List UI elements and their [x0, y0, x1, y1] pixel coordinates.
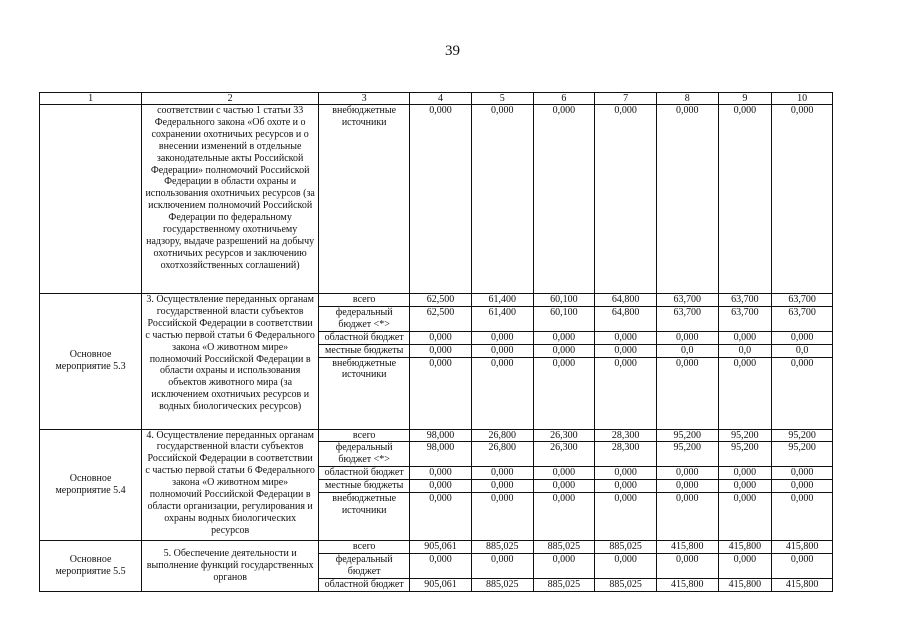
column-header: 2: [142, 93, 319, 105]
table-row: [40, 429, 833, 442]
value-cell: 905,061: [410, 541, 472, 554]
value-cell: 0,000: [656, 357, 718, 429]
value-cell: 0,000: [718, 105, 772, 294]
value-cell: 415,800: [718, 578, 772, 591]
value-cell: 0,000: [772, 467, 833, 480]
funding-source: областной бюджет: [319, 578, 410, 591]
value-cell: 28,300: [595, 429, 657, 442]
value-cell: 0,000: [410, 553, 472, 578]
value-cell: 0,000: [471, 467, 533, 480]
value-cell: 885,025: [595, 541, 657, 554]
value-cell: 64,800: [595, 306, 657, 331]
value-cell: 98,000: [410, 442, 472, 467]
value-cell: 0,000: [410, 467, 472, 480]
column-header: 1: [40, 93, 142, 105]
value-cell: 885,025: [533, 541, 595, 554]
value-cell: 61,400: [471, 294, 533, 307]
value-cell: 0,000: [656, 331, 718, 344]
value-cell: 0,000: [656, 553, 718, 578]
value-cell: 0,000: [410, 357, 472, 429]
value-cell: 95,200: [656, 442, 718, 467]
funding-source: внебюджетные источники: [319, 493, 410, 541]
value-cell: 0,000: [410, 331, 472, 344]
value-cell: 0,000: [410, 344, 472, 357]
value-cell: 415,800: [656, 541, 718, 554]
value-cell: 0,0: [772, 344, 833, 357]
value-cell: 0,000: [533, 553, 595, 578]
value-cell: 60,100: [533, 294, 595, 307]
value-cell: 0,000: [595, 331, 657, 344]
value-cell: 95,200: [772, 429, 833, 442]
column-header: 9: [718, 93, 772, 105]
funding-source: всего: [319, 541, 410, 554]
value-cell: 0,000: [718, 331, 772, 344]
activity-description: 4. Осуществление переданных органам государственной власти субъектов Российской Федерации в соответствии с частью первой статьи 6 Федерального закона «О животном мире» полномочий Российской Федерации в области организации, регулирования и охраны водных биологических ресурсов: [142, 429, 319, 541]
value-cell: 0,000: [718, 357, 772, 429]
column-header: 6: [533, 93, 595, 105]
value-cell: 0,000: [533, 480, 595, 493]
value-cell: 0,000: [656, 467, 718, 480]
value-cell: 26,300: [533, 442, 595, 467]
value-cell: 0,000: [656, 480, 718, 493]
funding-source: местные бюджеты: [319, 480, 410, 493]
value-cell: 64,800: [595, 294, 657, 307]
value-cell: 63,700: [718, 294, 772, 307]
value-cell: 885,025: [533, 578, 595, 591]
value-cell: 905,061: [410, 578, 472, 591]
value-cell: 0,000: [772, 553, 833, 578]
table-row: [40, 541, 833, 554]
value-cell: 0,0: [718, 344, 772, 357]
budget-table: [39, 92, 833, 592]
value-cell: 60,100: [533, 306, 595, 331]
value-cell: 0,000: [471, 553, 533, 578]
value-cell: 28,300: [595, 442, 657, 467]
value-cell: 0,000: [533, 357, 595, 429]
value-cell: 885,025: [595, 578, 657, 591]
value-cell: 0,000: [718, 467, 772, 480]
column-header: 10: [772, 93, 833, 105]
value-cell: 95,200: [772, 442, 833, 467]
value-cell: 0,000: [471, 331, 533, 344]
value-cell: 0,000: [595, 357, 657, 429]
value-cell: 885,025: [471, 541, 533, 554]
activity-name: Основное мероприятие 5.4: [40, 429, 142, 541]
value-cell: 0,000: [471, 480, 533, 493]
value-cell: 0,000: [410, 493, 472, 541]
value-cell: 0,000: [656, 493, 718, 541]
value-cell: 0,000: [772, 331, 833, 344]
column-header: 5: [471, 93, 533, 105]
value-cell: 415,800: [772, 541, 833, 554]
value-cell: 62,500: [410, 294, 472, 307]
value-cell: 415,800: [656, 578, 718, 591]
value-cell: 415,800: [718, 541, 772, 554]
value-cell: 95,200: [718, 442, 772, 467]
value-cell: 0,000: [410, 105, 472, 294]
value-cell: 63,700: [772, 294, 833, 307]
value-cell: 63,700: [718, 306, 772, 331]
value-cell: 0,000: [595, 344, 657, 357]
value-cell: 95,200: [718, 429, 772, 442]
value-cell: 0,000: [410, 480, 472, 493]
funding-source: внебюджетные источники: [319, 357, 410, 429]
funding-source: областной бюджет: [319, 467, 410, 480]
value-cell: 61,400: [471, 306, 533, 331]
value-cell: 0,000: [772, 480, 833, 493]
funding-source: внебюджетные источники: [319, 105, 410, 294]
page-number: 39: [445, 43, 460, 59]
value-cell: 0,000: [533, 344, 595, 357]
column-header: 7: [595, 93, 657, 105]
value-cell: 0,000: [595, 105, 657, 294]
funding-source: федеральный бюджет: [319, 553, 410, 578]
funding-source: всего: [319, 429, 410, 442]
table-header-row: [40, 93, 833, 105]
value-cell: 415,800: [772, 578, 833, 591]
value-cell: 63,700: [772, 306, 833, 331]
value-cell: 0,000: [772, 493, 833, 541]
column-header: 8: [656, 93, 718, 105]
activity-name: [40, 105, 142, 294]
activity-description: 5. Обеспечение деятельности и выполнение функций государственных органов: [142, 541, 319, 592]
value-cell: 63,700: [656, 294, 718, 307]
value-cell: 0,000: [595, 467, 657, 480]
value-cell: 62,500: [410, 306, 472, 331]
value-cell: 0,000: [595, 480, 657, 493]
activity-description: соответствии с частью 1 статьи 33 Федерального закона «Об охоте и о сохранении охотничьих ресурсов и о внесении изменений в отдельные законодательные акты Российской Федерации» полномочий Российской Федерации в области охраны и использования охотничьих ресурсов (за исключением полномочий Российской Федерации по федеральному государственному охотничьему надзору, выдаче разрешений на добычу охотничьих ресурсов и заключению охотхозяйственных соглашений): [142, 105, 319, 294]
funding-source: местные бюджеты: [319, 344, 410, 357]
value-cell: 0,0: [656, 344, 718, 357]
value-cell: 0,000: [718, 493, 772, 541]
value-cell: 0,000: [533, 467, 595, 480]
value-cell: 0,000: [533, 493, 595, 541]
value-cell: 0,000: [718, 553, 772, 578]
value-cell: 95,200: [656, 429, 718, 442]
column-header: 4: [410, 93, 472, 105]
value-cell: 0,000: [533, 105, 595, 294]
value-cell: 0,000: [471, 105, 533, 294]
value-cell: 0,000: [772, 357, 833, 429]
value-cell: 0,000: [533, 331, 595, 344]
table-row: [40, 294, 833, 307]
value-cell: 63,700: [656, 306, 718, 331]
table-row: [40, 105, 833, 294]
value-cell: 0,000: [595, 553, 657, 578]
value-cell: 26,800: [471, 442, 533, 467]
value-cell: 0,000: [772, 105, 833, 294]
value-cell: 0,000: [471, 344, 533, 357]
funding-source: всего: [319, 294, 410, 307]
activity-name: Основное мероприятие 5.3: [40, 294, 142, 430]
value-cell: 26,800: [471, 429, 533, 442]
activity-description: 3. Осуществление переданных органам государственной власти субъектов Российской Федерации в соответствии с частью первой статьи 6 Федерального закона «О животном мире» полномочий Российской Федерации в области охраны и использования объектов животного мира (за исключением охотничьих ресурсов и водных биологических ресурсов): [142, 294, 319, 430]
value-cell: 0,000: [595, 493, 657, 541]
funding-source: федеральный бюджет <*>: [319, 442, 410, 467]
value-cell: 885,025: [471, 578, 533, 591]
value-cell: 0,000: [471, 493, 533, 541]
value-cell: 26,300: [533, 429, 595, 442]
value-cell: 0,000: [718, 480, 772, 493]
funding-source: областной бюджет: [319, 331, 410, 344]
value-cell: 0,000: [656, 105, 718, 294]
column-header: 3: [319, 93, 410, 105]
value-cell: 98,000: [410, 429, 472, 442]
funding-source: федеральный бюджет <*>: [319, 306, 410, 331]
activity-name: Основное мероприятие 5.5: [40, 541, 142, 592]
value-cell: 0,000: [471, 357, 533, 429]
